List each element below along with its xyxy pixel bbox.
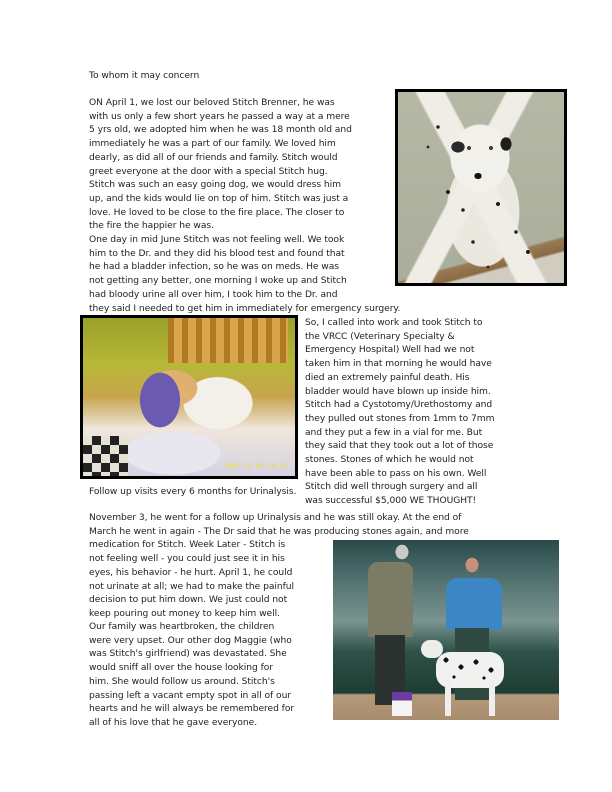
text-line: decision to put him down. We just could not bbox=[89, 595, 288, 606]
text-line: not urinate at all; we had to make the painful bbox=[89, 581, 294, 592]
text-line: he had a bladder infection, so he was on meds. He was bbox=[89, 262, 339, 273]
salutation bbox=[89, 70, 199, 84]
text-line: November 3, he went for a follow up Urinalysis and he was still okay. At the end of bbox=[89, 513, 462, 523]
text-line: immediately he was a part of our family. We loved him bbox=[89, 139, 336, 150]
text-line: they said I needed to get him in immediately for emergency surgery. bbox=[89, 303, 401, 314]
text-line: medication for Stitch. Week Later - Stitch is bbox=[89, 540, 286, 551]
text-line: have been able to pass on his own. Well bbox=[305, 468, 487, 479]
text-line: 5 yrs old, we adopted him when he was 18 month old and bbox=[89, 125, 352, 136]
text-line: One day in mid June Stitch was not feeling well. We took bbox=[89, 235, 345, 245]
award-placard bbox=[392, 692, 412, 716]
text-line: Follow up visits every 6 months for Urinalysis. bbox=[89, 487, 297, 497]
photo-date-stamp: 2007 12 09 19:13 bbox=[224, 462, 287, 470]
text-line: Stitch was such an easy going dog, we would dress him bbox=[89, 180, 341, 191]
text-line: not feeling well - you could just see it in his bbox=[89, 554, 285, 565]
text-line: the fire the happier he was. bbox=[89, 221, 214, 232]
text-line: taken him in that morning he would have bbox=[305, 359, 492, 370]
text-line: bladder would have blown up inside him. bbox=[305, 386, 491, 397]
paragraph-2 bbox=[89, 234, 400, 316]
text-line: dearly, as did all of our friends and family. Stitch would bbox=[89, 152, 338, 163]
text-line: passing left a vacant empty spot in all of our bbox=[89, 690, 292, 701]
photo-child-sleeping-with-dog bbox=[80, 315, 298, 479]
dalmatian-head bbox=[421, 640, 443, 658]
text-line: keep pouring out money to keep him well. bbox=[89, 608, 280, 619]
paragraph-3 bbox=[305, 317, 494, 509]
text-line: Stitch had a Cystotomy/Urethostomy and bbox=[305, 400, 493, 411]
text-line: love. He loved to be close to the fire place. The closer to bbox=[89, 207, 345, 218]
text-line: was successful $5,000 WE THOUGHT! bbox=[305, 496, 477, 507]
photo-dalmatian-on-carpet bbox=[395, 89, 567, 286]
text-line: ON April 1, we lost our beloved Stitch Brenner, he was bbox=[89, 98, 335, 108]
text-line: him to the Dr. and they did his blood test and found that bbox=[89, 248, 345, 259]
text-line: not getting any better, one morning I woke up and Stitch bbox=[89, 276, 347, 287]
text-line: they pulled out stones from 1mm to 7mm bbox=[305, 413, 495, 424]
text-line: March he went in again - The Dr said that he was producing stones again, and more bbox=[89, 526, 469, 537]
text-line: was Stitch's girlfriend) was devastated. She bbox=[89, 649, 287, 660]
text-line: with us only a few short years he passed a way at a mere bbox=[89, 111, 350, 122]
text-line: So, I called into work and took Stitch to bbox=[305, 318, 483, 328]
paragraph-3-end bbox=[89, 486, 296, 500]
text-line: the VRCC (Veterinary Specialty & bbox=[305, 331, 455, 342]
salutation-text: To whom it may concern bbox=[89, 71, 200, 81]
handler-figure bbox=[446, 578, 502, 630]
text-line: Our family was heartbroken, the children bbox=[89, 622, 275, 632]
text-line: hearts and he will always be remembered for bbox=[89, 704, 295, 715]
paragraph-5 bbox=[89, 621, 294, 731]
dalmatian-legs bbox=[445, 680, 499, 716]
text-line: all of his love that he gave everyone. bbox=[89, 717, 258, 728]
text-line: greet everyone at the door with a special Stitch hug. bbox=[89, 166, 328, 177]
text-line: would sniff all over the house looking for bbox=[89, 663, 274, 674]
text-line: had bloody urine all over him, I took him to the Dr. and bbox=[89, 289, 338, 300]
text-line: were very upset. Our other dog Maggie (who bbox=[89, 635, 292, 646]
text-line: and they put a few in a vial for me. But bbox=[305, 427, 483, 438]
text-line: died an extremely painful death. His bbox=[305, 372, 470, 383]
text-line: Stitch did well through surgery and all bbox=[305, 482, 478, 493]
text-line: they said that they took out a lot of those bbox=[305, 441, 494, 452]
text-line: eyes, his behavior - he hurt. April 1, he could bbox=[89, 567, 293, 578]
judge-figure bbox=[368, 562, 413, 637]
text-line: stones. Stones of which he would not bbox=[305, 455, 474, 466]
paragraph-1 bbox=[89, 97, 352, 234]
text-line: him. She would follow us around. Stitch's bbox=[89, 676, 275, 687]
text-line: up, and the kids would lie on top of him. Stitch was just a bbox=[89, 193, 349, 204]
text-line: Emergency Hospital) Well had we not bbox=[305, 345, 475, 356]
photo-dog-show bbox=[333, 540, 559, 720]
